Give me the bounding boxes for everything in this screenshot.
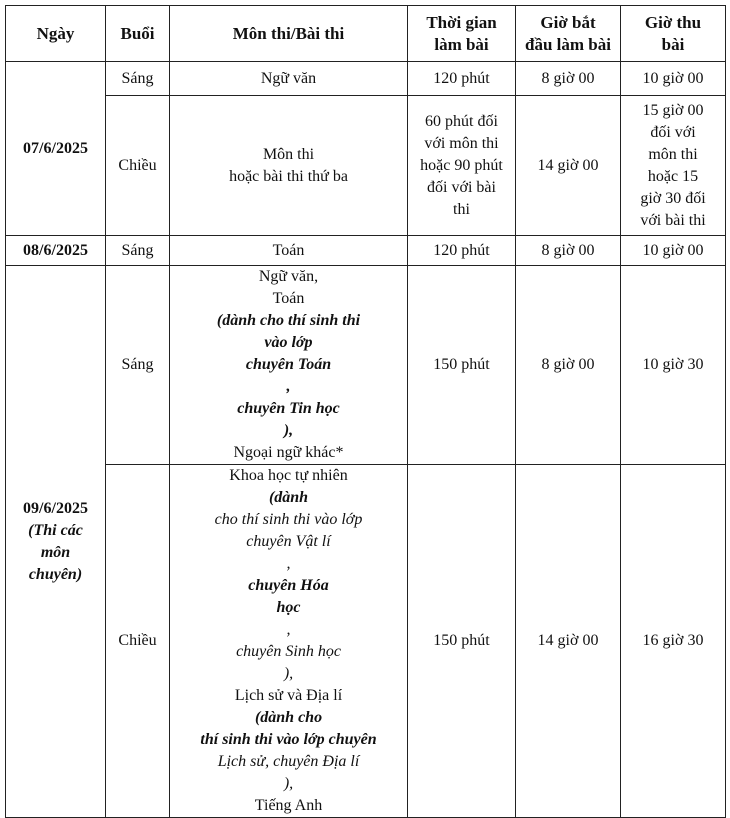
duration-cell: 150 phút [408, 465, 516, 818]
duration-line: 60 phút đối [425, 112, 498, 130]
duration-cell: 150 phút [408, 266, 516, 465]
day-cell: 08/6/2025 [6, 236, 106, 266]
subject-line: Ngoại ngữ khác* [233, 444, 344, 461]
subject-cell [170, 465, 408, 818]
end-time-cell [621, 96, 726, 236]
day-cell: 07/6/2025 [6, 62, 106, 236]
subject-line [173, 597, 404, 685]
end-time-cell: 16 giờ 30 [621, 465, 726, 818]
header-duration-line: làm bài [434, 34, 489, 54]
day-cell [6, 266, 106, 818]
end-time-cell: 10 giờ 30 [621, 266, 726, 465]
subject-line: Tiếng Anh [254, 797, 323, 814]
subject-cell: Ngữ văn [170, 62, 408, 96]
subject-note: , [286, 555, 291, 572]
subject-text: Lịch sử và Địa lí [234, 687, 343, 704]
header-duration-line: Thời gian [426, 12, 497, 32]
subject-line [173, 685, 404, 729]
header-start-time [516, 6, 621, 62]
duration-cell [408, 96, 516, 236]
subject-note: chuyên Sinh học [236, 643, 341, 660]
duration-cell: 120 phút [408, 236, 516, 266]
subject-cell [170, 96, 408, 236]
subject-line [173, 751, 404, 795]
subject-note: chuyên Vật lí [246, 533, 331, 550]
subject-note: ), [283, 665, 294, 682]
subject-text: Toán [272, 290, 305, 307]
end-time-cell: 10 giờ 00 [621, 62, 726, 96]
subject-note: Lịch sử, chuyên Địa lí [217, 753, 360, 770]
subject-line [173, 288, 404, 332]
subject-line: Môn thi [262, 145, 315, 163]
end-time-line: đối với [650, 123, 696, 141]
table-row [6, 465, 726, 818]
end-time-line: 15 giờ 00 [642, 101, 704, 119]
start-time-cell: 8 giờ 00 [516, 62, 621, 96]
subject-note: ), [283, 422, 294, 439]
header-day: Ngày [6, 6, 106, 62]
day-note-line: (Thi các [28, 521, 83, 539]
subject-note: (dành cho thí sinh thi [216, 312, 361, 329]
session-cell: Sáng [106, 236, 170, 266]
header-end-line: bài [661, 34, 685, 54]
subject-line: Ngữ văn, [258, 268, 319, 285]
subject-note: (dành cho [254, 709, 323, 726]
header-end-line: Giờ thu [644, 12, 702, 32]
day-note-line: môn [40, 543, 71, 561]
subject-line: thí sinh thi vào lớp chuyên [200, 731, 377, 748]
subject-line: hoặc bài thi thứ ba [229, 167, 348, 185]
subject-note: chuyên Hóa [248, 577, 329, 594]
table-row [6, 96, 726, 236]
header-start-line: Giờ bắt [540, 12, 596, 32]
duration-line: đối với bài [427, 178, 496, 196]
start-time-cell: 8 giờ 00 [516, 236, 621, 266]
table-row [6, 236, 726, 266]
header-duration [408, 6, 516, 62]
start-time-cell: 8 giờ 00 [516, 266, 621, 465]
header-row [6, 6, 726, 62]
session-cell: Chiều [106, 465, 170, 818]
end-time-line: hoặc 15 [647, 167, 699, 185]
header-start-line: đầu làm bài [525, 34, 611, 54]
start-time-cell: 14 giờ 00 [516, 465, 621, 818]
subject-note: , [286, 378, 291, 395]
end-time-cell: 10 giờ 00 [621, 236, 726, 266]
subject-line [173, 398, 404, 442]
header-end-time [621, 6, 726, 62]
subject-line [173, 332, 404, 398]
end-time-line: với bài thi [640, 211, 706, 229]
duration-line: hoặc 90 phút [420, 156, 503, 174]
subject-cell: Toán [170, 236, 408, 266]
subject-line: cho thí sinh thi vào lớp [214, 511, 363, 528]
session-cell: Sáng [106, 62, 170, 96]
start-time-cell: 14 giờ 00 [516, 96, 621, 236]
subject-note: chuyên Tin học [237, 400, 340, 417]
day-note-line: chuyên) [28, 565, 83, 583]
table-row [6, 266, 726, 465]
end-time-line: giờ 30 đối [640, 189, 706, 207]
end-time-line: môn thi [648, 145, 698, 163]
subject-note: ), [283, 775, 294, 792]
session-cell: Sáng [106, 266, 170, 465]
subject-line [173, 465, 404, 509]
table-row [6, 62, 726, 96]
header-subject: Môn thi/Bài thi [170, 6, 408, 62]
header-session: Buổi [106, 6, 170, 62]
subject-note: học [276, 599, 301, 616]
duration-cell: 120 phút [408, 62, 516, 96]
subject-line [173, 531, 404, 597]
subject-text: Khoa học tự nhiên [229, 467, 348, 484]
duration-line: thi [453, 200, 470, 218]
exam-schedule-table [5, 5, 726, 818]
duration-line: với môn thi [424, 134, 499, 152]
session-cell: Chiều [106, 96, 170, 236]
subject-note: vào lớp [264, 334, 313, 351]
subject-note: (dành [268, 489, 309, 506]
subject-cell [170, 266, 408, 465]
subject-note: chuyên Toán [245, 356, 332, 373]
subject-note: , [286, 621, 291, 638]
day-date: 09/6/2025 [23, 499, 88, 517]
